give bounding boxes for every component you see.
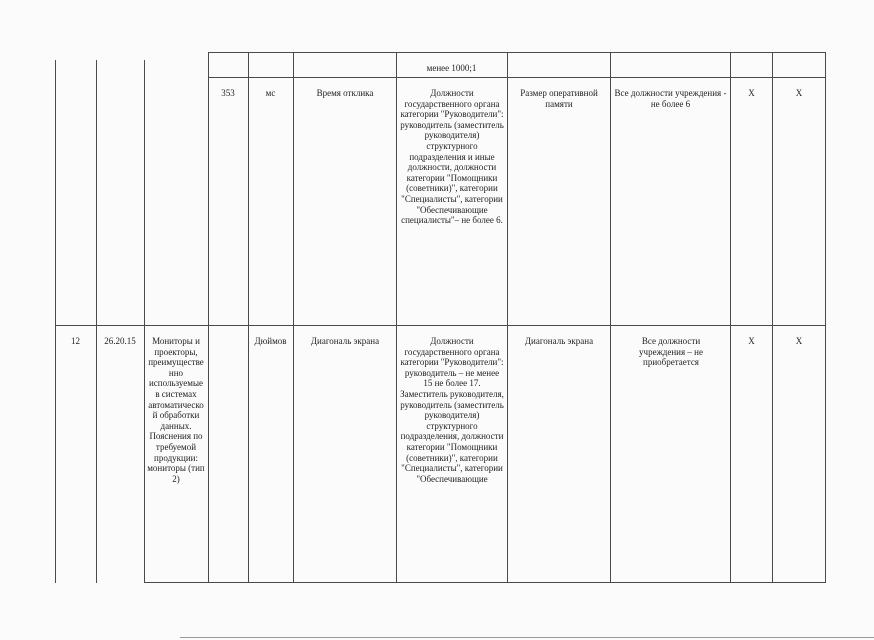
table-cell-unit: мс — [265, 88, 276, 98]
table-cell-value: Должности государственного органа категории "Руководители": руководитель (заместитель руководителя) структурного подразделения и иные должности, должности категории "Помощники (советники)", категории "Специалисты", категории "Обеспечивающие специалисты"– не более 6. — [400, 88, 504, 226]
table-cell-unit: Дюймов — [254, 336, 287, 346]
column-border — [772, 52, 773, 583]
table-cell-number: 12 — [71, 336, 80, 346]
column-border — [293, 52, 294, 583]
column-border — [610, 52, 611, 583]
row-divider — [55, 325, 826, 326]
row-divider — [208, 77, 826, 78]
table-cell-value: Все должности учреждения - не более 6 — [614, 88, 727, 109]
table-cell-characteristic: Диагональ экрана — [524, 336, 594, 346]
column-border — [730, 52, 731, 583]
table-cell-function: Х — [795, 336, 803, 346]
table-top-border — [208, 52, 826, 53]
table-cell-okei-code: 353 — [221, 88, 235, 98]
table-cell-value: Должности государственного органа категории "Руководители": руководитель – не менее 15 не более 17. Заместитель руководителя, руководитель (заместитель руководителя) структурного подразделения, должности категории "Помощники (советники)", категории "Специалисты", категории "Обеспечивающие — [400, 336, 504, 484]
table-cell-value: Все должности учреждения – не приобретается — [639, 336, 703, 368]
table-cell-value: менее 1000;1 — [426, 63, 477, 73]
table-cell-product-name: Мониторы и проекторы, преимуществе нно используемые в системах автоматическо й обработки данных. Пояснения по требуемой продукции: мониторы (тип 2) — [147, 336, 205, 484]
column-border — [55, 60, 56, 583]
table-cell-okpd-code: 26.20.15 — [104, 336, 136, 346]
column-border — [248, 52, 249, 583]
column-border — [396, 52, 397, 583]
table-cell-justification: Х — [748, 336, 755, 346]
column-border — [208, 52, 209, 583]
column-border — [507, 52, 508, 583]
column-border — [96, 60, 97, 583]
scan-edge-line — [180, 637, 874, 638]
column-border — [144, 60, 145, 583]
table-cell-characteristic: Диагональ экрана — [310, 336, 380, 346]
table-cell-characteristic: Время отклика — [316, 88, 374, 98]
table-cell-function: Х — [795, 88, 803, 98]
table-bottom-border — [144, 582, 826, 583]
table-cell-justification: Х — [748, 88, 755, 98]
table-cell-characteristic: Размер оперативной памяти — [520, 88, 598, 109]
column-border — [825, 52, 826, 583]
